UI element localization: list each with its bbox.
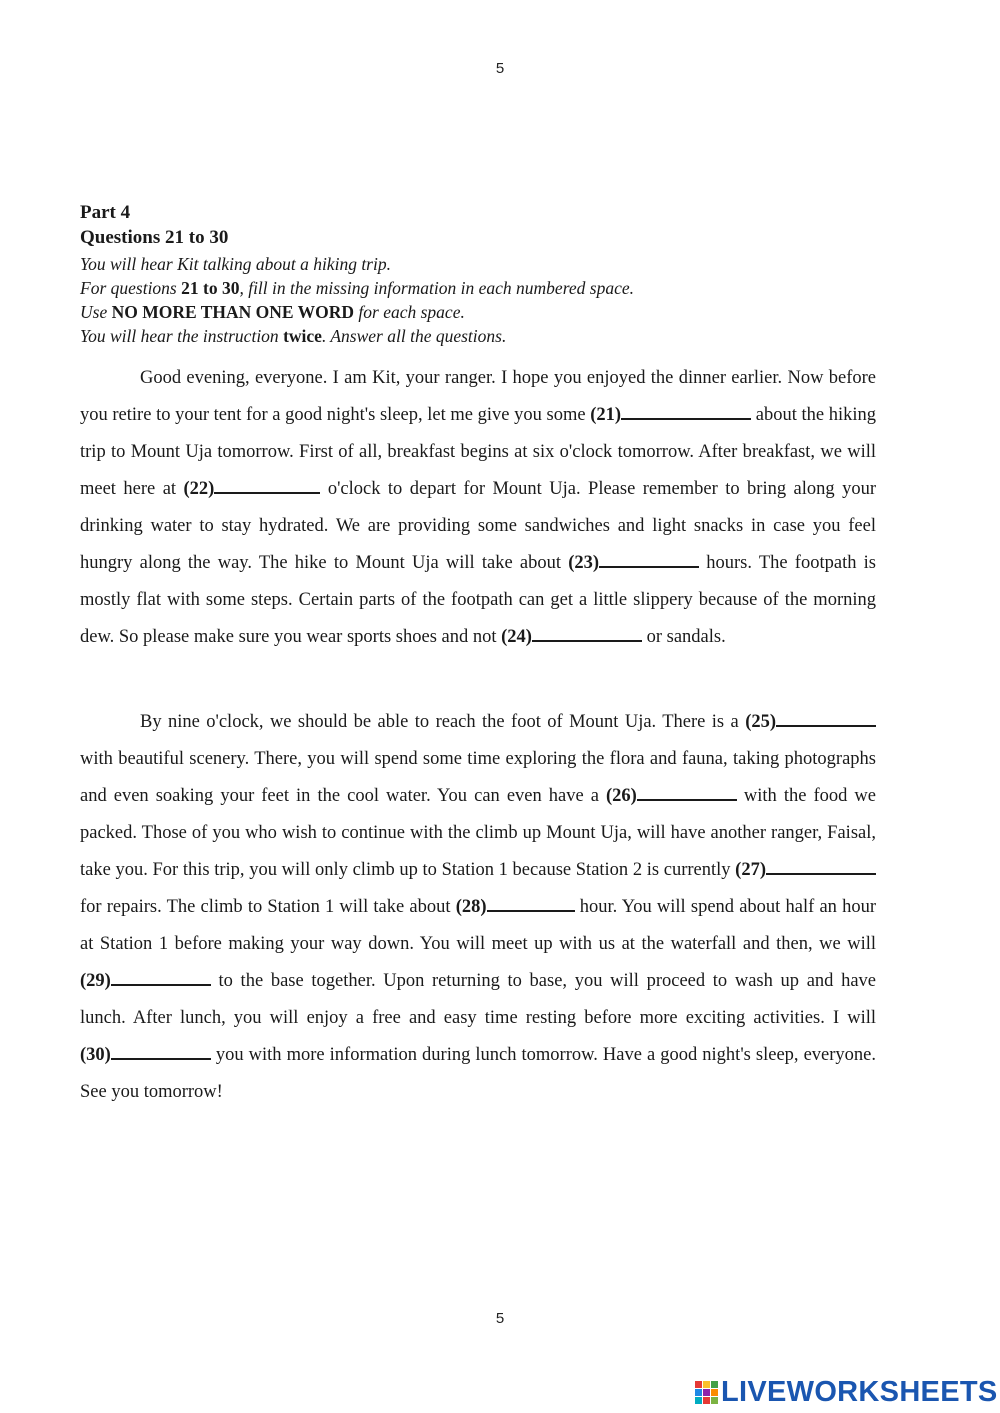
answer-line[interactable] <box>214 474 320 494</box>
instruction-text: You will hear Kit talking about a hiking trip. <box>80 254 391 274</box>
logo-square <box>711 1397 718 1404</box>
instruction-line-2 <box>80 276 920 301</box>
question-number: (24) <box>501 627 532 647</box>
question-24-blank[interactable] <box>501 627 642 647</box>
question-27-blank[interactable] <box>735 860 876 880</box>
logo-square <box>703 1389 710 1396</box>
passage-text: with beautiful scenery. There, you will spend some time exploring the flora and fauna, taking photographs and even soaking your feet in the cool water. You can even have a <box>80 749 876 806</box>
answer-line[interactable] <box>487 892 575 912</box>
logo-grid-icon <box>695 1381 718 1404</box>
instruction-emphasis: 21 to 30 <box>181 278 240 298</box>
question-number: (30) <box>80 1045 111 1065</box>
page-number-top: 5 <box>495 60 505 77</box>
question-number: (26) <box>606 786 637 806</box>
passage-text: hours. The footpath is mostly flat with some steps. Certain parts of the footpath can get a little slippery because of the morning dew. So please make sure you wear sports shoes and not <box>80 553 876 647</box>
instruction-text: for each space. <box>354 302 465 322</box>
question-21-blank[interactable] <box>590 405 751 425</box>
instruction-text: For questions <box>80 278 182 298</box>
liveworksheets-logo[interactable] <box>695 1376 998 1408</box>
question-number: (22) <box>183 479 215 499</box>
question-number: (28) <box>455 897 487 917</box>
instruction-emphasis: NO MORE THAN ONE WORD <box>111 302 355 322</box>
passage-text: hour. You will spend about half an hour at Station 1 before making your way down. You will meet up with us at the waterfall and then, we will <box>80 897 877 954</box>
instruction-line-1 <box>80 252 920 277</box>
instruction-emphasis: twice <box>283 326 322 346</box>
passage-text: to the base together. Upon returning to base, you will proceed to wash up and have lunch. After lunch, you will enjoy a free and easy time resting before more exciting activities. I will <box>80 971 876 1028</box>
passage-text: By nine o'clock, we should be able to reach the foot of Mount Uja. There is a <box>140 712 739 732</box>
logo-square <box>695 1397 702 1404</box>
question-number: (25) <box>745 712 777 732</box>
question-number: (29) <box>80 971 111 991</box>
logo-square <box>711 1389 718 1396</box>
passage-text: Good evening, everyone. I am Kit, your ranger. I hope you enjoyed the dinner earlier. Now before you retire to your tent for a good night's sleep, let me give you some <box>80 368 876 425</box>
question-30-blank[interactable] <box>80 1045 211 1065</box>
instruction-text: You will hear the instruction <box>80 326 284 346</box>
question-23-blank[interactable] <box>568 553 699 573</box>
logo-square <box>695 1381 702 1388</box>
part-title: Part 4 <box>80 202 131 223</box>
question-22-blank[interactable] <box>184 479 321 499</box>
question-number: (21) <box>590 405 622 425</box>
passage-text: or sandals. <box>646 627 726 647</box>
logo-text: LIVEWORKSHEETS <box>721 1375 998 1408</box>
instruction-text: , fill in the missing information in each numbered space. <box>239 278 634 298</box>
answer-line[interactable] <box>766 855 876 875</box>
question-25-blank[interactable] <box>745 712 876 732</box>
logo-square <box>711 1381 718 1388</box>
instruction-line-4 <box>80 324 920 349</box>
answer-line[interactable] <box>621 400 751 420</box>
answer-line[interactable] <box>111 1040 211 1060</box>
answer-line[interactable] <box>532 622 642 642</box>
question-29-blank[interactable] <box>80 971 211 991</box>
logo-square <box>695 1389 702 1396</box>
passage-text: about the hiking trip to Mount Uja tomorrow. First of all, breakfast begins at six o'clock tomorrow. After breakfast, we will meet here at <box>80 405 877 499</box>
passage-text: o'clock to depart for Mount Uja. Please remember to bring along your drinking water to stay hydrated. We are providing some sandwiches and light snacks in case you feel hungry along the way. The hike to Mount Uja will take about <box>80 479 877 573</box>
passage-text: you with more information during lunch tomorrow. Have a good night's sleep, everyone. See you tomorrow! <box>80 1045 876 1102</box>
answer-line[interactable] <box>776 707 876 727</box>
logo-square <box>703 1381 710 1388</box>
logo-square <box>703 1397 710 1404</box>
passage-paragraph-2 <box>80 704 876 1111</box>
passage-text: with the food we packed. Those of you who wish to continue with the climb up Mount Uja, will have another ranger, Faisal, take you. For this trip, you will only climb up to Station 1 because Station 2 is currently <box>80 786 876 880</box>
instruction-line-3 <box>80 300 920 325</box>
question-26-blank[interactable] <box>606 786 737 806</box>
questions-range: Questions 21 to 30 <box>80 227 229 248</box>
question-number: (23) <box>568 553 600 573</box>
answer-line[interactable] <box>599 548 699 568</box>
instruction-text: Use <box>80 302 112 322</box>
passage-text: for repairs. The climb to Station 1 will take about <box>80 897 451 917</box>
answer-line[interactable] <box>637 781 737 801</box>
question-number: (27) <box>735 860 766 880</box>
instruction-text: . Answer all the questions. <box>321 326 507 346</box>
question-28-blank[interactable] <box>456 897 575 917</box>
answer-line[interactable] <box>111 966 211 986</box>
page-number-bottom: 5 <box>495 1310 505 1327</box>
passage-paragraph-1 <box>80 360 876 656</box>
